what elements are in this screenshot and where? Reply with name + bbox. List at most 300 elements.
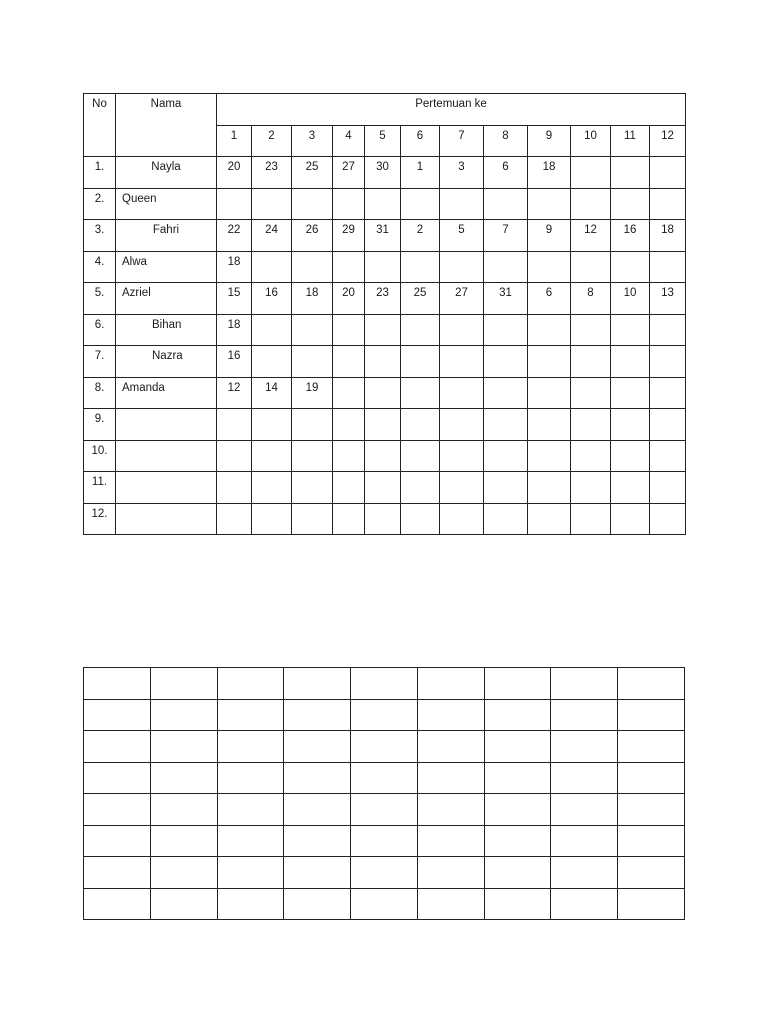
attendance-date-cell bbox=[401, 377, 440, 409]
attendance-date-cell bbox=[292, 409, 333, 441]
meeting-number-cell bbox=[365, 126, 401, 157]
blank-grid-cell bbox=[484, 794, 551, 826]
attendance-date: 22 bbox=[227, 224, 241, 236]
blank-grid-cell bbox=[618, 794, 685, 826]
attendance-date-cell bbox=[217, 409, 252, 441]
attendance-date-cell bbox=[650, 409, 686, 441]
attendance-date bbox=[401, 378, 439, 382]
attendance-date bbox=[484, 409, 527, 413]
blank-grid-cell bbox=[484, 668, 551, 700]
attendance-date-cell bbox=[528, 377, 571, 409]
attendance-date-cell bbox=[484, 157, 528, 189]
attendance-date bbox=[401, 441, 439, 445]
attendance-date-cell bbox=[440, 409, 484, 441]
attendance-date bbox=[528, 504, 570, 508]
attendance-date: 18 bbox=[227, 318, 241, 331]
student-name-cell bbox=[116, 157, 217, 189]
header-nama: Nama bbox=[150, 98, 182, 110]
attendance-date-cell bbox=[365, 472, 401, 504]
attendance-date-cell bbox=[365, 157, 401, 189]
meeting-number: 11 bbox=[624, 130, 636, 142]
row-number-cell bbox=[84, 472, 116, 504]
attendance-date-cell bbox=[292, 220, 333, 252]
attendance-date bbox=[611, 472, 649, 476]
attendance-date-cell bbox=[401, 251, 440, 283]
attendance-date bbox=[528, 252, 570, 256]
blank-grid-cell bbox=[551, 794, 618, 826]
attendance-date: 7 bbox=[502, 224, 509, 236]
attendance-date bbox=[217, 441, 251, 445]
attendance-date-cell bbox=[365, 251, 401, 283]
attendance-date-cell bbox=[292, 472, 333, 504]
attendance-date: 25 bbox=[413, 287, 427, 299]
attendance-date-cell bbox=[611, 440, 650, 472]
row-number: 2. bbox=[94, 192, 105, 205]
attendance-date bbox=[650, 189, 685, 193]
attendance-date: 1 bbox=[416, 161, 424, 173]
blank-grid-cell bbox=[217, 857, 284, 889]
attendance-date-cell bbox=[217, 251, 252, 283]
attendance-date-cell bbox=[440, 377, 484, 409]
blank-grid-cell bbox=[351, 731, 418, 763]
attendance-date bbox=[571, 378, 610, 382]
blank-grid-cell bbox=[217, 731, 284, 763]
attendance-date-cell bbox=[484, 251, 528, 283]
attendance-date bbox=[333, 252, 364, 256]
header-pertemuan-cell bbox=[217, 94, 686, 126]
row-number-cell bbox=[84, 157, 116, 189]
attendance-date bbox=[650, 472, 685, 476]
attendance-date: 5 bbox=[458, 224, 465, 236]
attendance-date-cell bbox=[571, 314, 611, 346]
attendance-date-cell bbox=[650, 251, 686, 283]
student-name-cell bbox=[116, 503, 217, 535]
attendance-date-cell bbox=[611, 283, 650, 315]
header-no-cell bbox=[84, 94, 116, 157]
blank-grid-row bbox=[84, 825, 685, 857]
attendance-date: 19 bbox=[305, 381, 319, 394]
attendance-date-cell bbox=[650, 157, 686, 189]
row-number-cell bbox=[84, 314, 116, 346]
attendance-date-cell bbox=[440, 251, 484, 283]
attendance-date-cell bbox=[365, 503, 401, 535]
blank-grid-cell bbox=[484, 699, 551, 731]
student-name-cell bbox=[116, 251, 217, 283]
attendance-date-cell bbox=[571, 503, 611, 535]
attendance-date bbox=[365, 378, 400, 382]
attendance-date-cell bbox=[333, 377, 365, 409]
attendance-date-cell bbox=[252, 409, 292, 441]
attendance-date-cell bbox=[440, 283, 484, 315]
blank-grid-cell bbox=[284, 668, 351, 700]
attendance-date bbox=[571, 157, 610, 161]
attendance-date bbox=[571, 189, 610, 193]
attendance-date-cell bbox=[401, 314, 440, 346]
blank-grid-cell bbox=[217, 668, 284, 700]
attendance-date-cell bbox=[528, 283, 571, 315]
attendance-date-cell bbox=[484, 188, 528, 220]
meeting-number: 7 bbox=[458, 130, 465, 142]
meeting-number: 9 bbox=[545, 130, 553, 142]
attendance-date: 29 bbox=[342, 224, 355, 236]
blank-grid-cell bbox=[618, 825, 685, 857]
attendance-date-cell bbox=[217, 157, 252, 189]
blank-grid-cell bbox=[417, 888, 484, 920]
attendance-date-cell bbox=[528, 188, 571, 220]
attendance-date-cell bbox=[365, 314, 401, 346]
student-name-cell bbox=[116, 472, 217, 504]
row-number: 12. bbox=[91, 507, 108, 520]
attendance-date bbox=[401, 409, 439, 413]
attendance-date bbox=[440, 441, 483, 445]
blank-grid-cell bbox=[618, 668, 685, 700]
attendance-date bbox=[484, 252, 527, 256]
attendance-date: 14 bbox=[265, 381, 278, 394]
attendance-date bbox=[571, 409, 610, 413]
attendance-date bbox=[440, 409, 483, 413]
attendance-date bbox=[611, 315, 649, 319]
attendance-date-cell bbox=[365, 409, 401, 441]
student-name: Fahri bbox=[152, 224, 180, 236]
attendance-date bbox=[484, 378, 527, 382]
attendance-date-cell bbox=[333, 440, 365, 472]
attendance-date bbox=[528, 189, 570, 193]
attendance-date: 27 bbox=[455, 287, 468, 299]
attendance-date-cell bbox=[571, 220, 611, 252]
attendance-date bbox=[217, 189, 251, 193]
attendance-date: 15 bbox=[227, 287, 241, 299]
attendance-date: 6 bbox=[545, 287, 553, 299]
attendance-date bbox=[401, 189, 439, 193]
attendance-date bbox=[252, 441, 291, 445]
blank-grid-cell bbox=[84, 762, 151, 794]
attendance-date-cell bbox=[571, 251, 611, 283]
student-name: Nazra bbox=[152, 350, 183, 362]
attendance-date bbox=[440, 252, 483, 256]
blank-grid-cell bbox=[551, 888, 618, 920]
attendance-date-cell bbox=[484, 346, 528, 378]
attendance-date bbox=[440, 378, 483, 382]
header-row bbox=[84, 94, 686, 126]
attendance-date bbox=[333, 409, 364, 413]
attendance-date bbox=[252, 189, 291, 193]
attendance-date: 20 bbox=[227, 161, 241, 173]
attendance-date-cell bbox=[365, 188, 401, 220]
row-number: 7. bbox=[94, 350, 105, 362]
blank-grid-cell bbox=[284, 731, 351, 763]
attendance-date bbox=[401, 346, 439, 350]
blank-grid-cell bbox=[84, 825, 151, 857]
row-number-cell bbox=[84, 409, 116, 441]
attendance-date-cell bbox=[440, 314, 484, 346]
attendance-date-cell bbox=[571, 157, 611, 189]
blank-grid-cell bbox=[284, 888, 351, 920]
attendance-date-cell bbox=[611, 346, 650, 378]
attendance-date-cell bbox=[252, 346, 292, 378]
attendance-date: 31 bbox=[499, 287, 512, 299]
student-name-cell bbox=[116, 314, 217, 346]
attendance-date-cell bbox=[528, 220, 571, 252]
attendance-date-cell bbox=[252, 503, 292, 535]
attendance-date bbox=[571, 441, 610, 445]
attendance-date bbox=[252, 472, 291, 476]
row-number-cell bbox=[84, 377, 116, 409]
attendance-date bbox=[650, 441, 685, 445]
attendance-date bbox=[611, 157, 649, 161]
blank-grid-cell bbox=[417, 699, 484, 731]
attendance-date-cell bbox=[292, 283, 333, 315]
attendance-date-cell bbox=[365, 346, 401, 378]
attendance-date: 2 bbox=[416, 224, 424, 236]
attendance-date-cell bbox=[333, 472, 365, 504]
attendance-date bbox=[292, 441, 332, 445]
attendance-date-cell bbox=[401, 503, 440, 535]
attendance-date-cell bbox=[252, 472, 292, 504]
meeting-number-cell bbox=[611, 126, 650, 157]
attendance-date bbox=[484, 472, 527, 476]
attendance-date: 10 bbox=[623, 287, 637, 299]
blank-grid-cell bbox=[284, 699, 351, 731]
student-name bbox=[122, 504, 216, 508]
attendance-date-cell bbox=[440, 346, 484, 378]
table-row bbox=[84, 440, 686, 472]
attendance-date-cell bbox=[571, 472, 611, 504]
attendance-date-cell bbox=[292, 377, 333, 409]
table-row bbox=[84, 220, 686, 252]
attendance-date-cell bbox=[252, 314, 292, 346]
attendance-date-cell bbox=[292, 503, 333, 535]
blank-grid-row bbox=[84, 762, 685, 794]
table-row bbox=[84, 472, 686, 504]
attendance-date bbox=[365, 252, 400, 256]
attendance-date bbox=[252, 346, 291, 350]
attendance-date bbox=[217, 504, 251, 508]
blank-grid-cell bbox=[217, 762, 284, 794]
header-nama-cell bbox=[116, 94, 217, 157]
attendance-date bbox=[401, 252, 439, 256]
meeting-number-cell bbox=[528, 126, 571, 157]
attendance-date: 13 bbox=[661, 287, 674, 299]
attendance-date-cell bbox=[333, 409, 365, 441]
attendance-date-cell bbox=[292, 188, 333, 220]
blank-grid-cell bbox=[417, 668, 484, 700]
attendance-date-cell bbox=[528, 251, 571, 283]
student-name: Alwa bbox=[122, 255, 147, 268]
attendance-date bbox=[650, 378, 685, 382]
attendance-date-cell bbox=[365, 283, 401, 315]
attendance-date: 25 bbox=[305, 161, 319, 173]
blank-grid-cell bbox=[551, 857, 618, 889]
attendance-date bbox=[292, 409, 332, 413]
attendance-date-cell bbox=[292, 251, 333, 283]
attendance-date-cell bbox=[401, 472, 440, 504]
blank-grid-cell bbox=[351, 762, 418, 794]
attendance-date-cell bbox=[611, 220, 650, 252]
meeting-number-cell bbox=[217, 126, 252, 157]
blank-grid-cell bbox=[84, 857, 151, 889]
attendance-date-cell bbox=[252, 220, 292, 252]
blank-grid-cell bbox=[217, 825, 284, 857]
attendance-date bbox=[292, 252, 332, 256]
student-name: Bihan bbox=[152, 318, 182, 331]
attendance-date-cell bbox=[484, 283, 528, 315]
attendance-date bbox=[333, 378, 364, 382]
blank-grid-row bbox=[84, 888, 685, 920]
attendance-date bbox=[484, 504, 527, 508]
attendance-date-cell bbox=[528, 503, 571, 535]
attendance-date-cell bbox=[292, 346, 333, 378]
attendance-date-cell bbox=[484, 377, 528, 409]
attendance-date-cell bbox=[440, 472, 484, 504]
table-row bbox=[84, 346, 686, 378]
blank-grid-cell bbox=[84, 794, 151, 826]
table-row bbox=[84, 251, 686, 283]
meeting-number-cell bbox=[650, 126, 686, 157]
attendance-date-cell bbox=[252, 283, 292, 315]
blank-grid-cell bbox=[150, 731, 217, 763]
row-number: 3. bbox=[94, 224, 105, 236]
attendance-date: 3 bbox=[458, 161, 465, 173]
attendance-date-cell bbox=[528, 314, 571, 346]
attendance-date bbox=[440, 472, 483, 476]
blank-grid-cell bbox=[84, 668, 151, 700]
blank-grid-cell bbox=[417, 857, 484, 889]
attendance-date bbox=[292, 189, 332, 193]
meeting-number: 6 bbox=[416, 130, 424, 142]
meeting-number-cell bbox=[401, 126, 440, 157]
attendance-date-cell bbox=[440, 220, 484, 252]
row-number-cell bbox=[84, 220, 116, 252]
row-number: 10. bbox=[91, 444, 108, 457]
attendance-date bbox=[484, 441, 527, 445]
attendance-date-cell bbox=[571, 188, 611, 220]
attendance-date-cell bbox=[333, 503, 365, 535]
attendance-date bbox=[611, 441, 649, 445]
blank-grid-cell bbox=[618, 762, 685, 794]
attendance-date bbox=[571, 504, 610, 508]
attendance-date: 12 bbox=[584, 224, 597, 236]
attendance-date-cell bbox=[333, 188, 365, 220]
blank-grid-cell bbox=[417, 731, 484, 763]
blank-grid-cell bbox=[551, 699, 618, 731]
blank-grid-cell bbox=[484, 731, 551, 763]
attendance-date bbox=[528, 441, 570, 445]
meeting-number: 5 bbox=[379, 130, 386, 142]
attendance-date: 27 bbox=[342, 161, 355, 173]
attendance-date bbox=[252, 252, 291, 256]
attendance-date bbox=[571, 346, 610, 350]
attendance-date bbox=[440, 346, 483, 350]
attendance-date: 30 bbox=[376, 161, 389, 173]
blank-grid-cell bbox=[351, 668, 418, 700]
attendance-date-cell bbox=[650, 188, 686, 220]
attendance-date bbox=[217, 409, 251, 413]
blank-grid-row bbox=[84, 731, 685, 763]
blank-grid-cell bbox=[150, 794, 217, 826]
blank-grid-cell bbox=[551, 668, 618, 700]
attendance-date bbox=[650, 409, 685, 413]
row-number: 8. bbox=[94, 381, 105, 394]
student-name bbox=[122, 472, 216, 476]
blank-grid-cell bbox=[417, 825, 484, 857]
blank-grid-row bbox=[84, 699, 685, 731]
attendance-date-cell bbox=[484, 472, 528, 504]
attendance-date bbox=[571, 315, 610, 319]
attendance-date bbox=[650, 315, 685, 319]
attendance-date bbox=[365, 189, 400, 193]
blank-grid-cell bbox=[84, 888, 151, 920]
attendance-date bbox=[650, 252, 685, 256]
attendance-date-cell bbox=[217, 472, 252, 504]
attendance-date: 18 bbox=[227, 255, 241, 268]
attendance-date-cell bbox=[401, 440, 440, 472]
blank-grid-cell bbox=[484, 825, 551, 857]
attendance-date bbox=[333, 441, 364, 445]
attendance-date-cell bbox=[401, 157, 440, 189]
attendance-date-cell bbox=[611, 251, 650, 283]
attendance-date: 9 bbox=[545, 224, 553, 236]
attendance-date bbox=[365, 504, 400, 508]
student-name-cell bbox=[116, 188, 217, 220]
attendance-date bbox=[611, 378, 649, 382]
attendance-date bbox=[217, 472, 251, 476]
attendance-date-cell bbox=[401, 409, 440, 441]
student-name: Queen bbox=[122, 192, 157, 205]
attendance-date-cell bbox=[333, 251, 365, 283]
blank-grid-cell bbox=[217, 888, 284, 920]
blank-grid-cell bbox=[351, 857, 418, 889]
attendance-date bbox=[528, 472, 570, 476]
blank-grid-cell bbox=[150, 762, 217, 794]
attendance-date bbox=[333, 189, 364, 193]
attendance-date-cell bbox=[611, 188, 650, 220]
attendance-date: 16 bbox=[623, 224, 637, 236]
table-row bbox=[84, 409, 686, 441]
attendance-table bbox=[83, 93, 686, 535]
attendance-date-cell bbox=[571, 377, 611, 409]
attendance-date bbox=[292, 504, 332, 508]
meeting-number: 1 bbox=[230, 130, 238, 142]
blank-grid-cell bbox=[217, 699, 284, 731]
attendance-date-cell bbox=[252, 188, 292, 220]
attendance-date-cell bbox=[252, 377, 292, 409]
blank-grid-cell bbox=[618, 857, 685, 889]
meeting-number: 4 bbox=[345, 130, 352, 142]
attendance-date: 24 bbox=[265, 224, 278, 236]
attendance-date bbox=[440, 315, 483, 319]
meeting-number: 2 bbox=[268, 130, 275, 142]
table-row bbox=[84, 314, 686, 346]
row-number: 4. bbox=[94, 255, 105, 268]
attendance-date-cell bbox=[292, 314, 333, 346]
attendance-date bbox=[650, 346, 685, 350]
attendance-date-cell bbox=[365, 220, 401, 252]
meeting-number-cell bbox=[571, 126, 611, 157]
attendance-date bbox=[333, 346, 364, 350]
attendance-date: 31 bbox=[376, 224, 389, 236]
attendance-date bbox=[571, 252, 610, 256]
meeting-number-cell bbox=[252, 126, 292, 157]
attendance-date-cell bbox=[292, 157, 333, 189]
blank-grid-row bbox=[84, 794, 685, 826]
attendance-date bbox=[365, 409, 400, 413]
attendance-date: 16 bbox=[227, 350, 241, 362]
blank-grid-cell bbox=[618, 731, 685, 763]
attendance-date-cell bbox=[252, 440, 292, 472]
blank-grid-cell bbox=[484, 888, 551, 920]
attendance-date-cell bbox=[217, 377, 252, 409]
attendance-date-cell bbox=[650, 346, 686, 378]
